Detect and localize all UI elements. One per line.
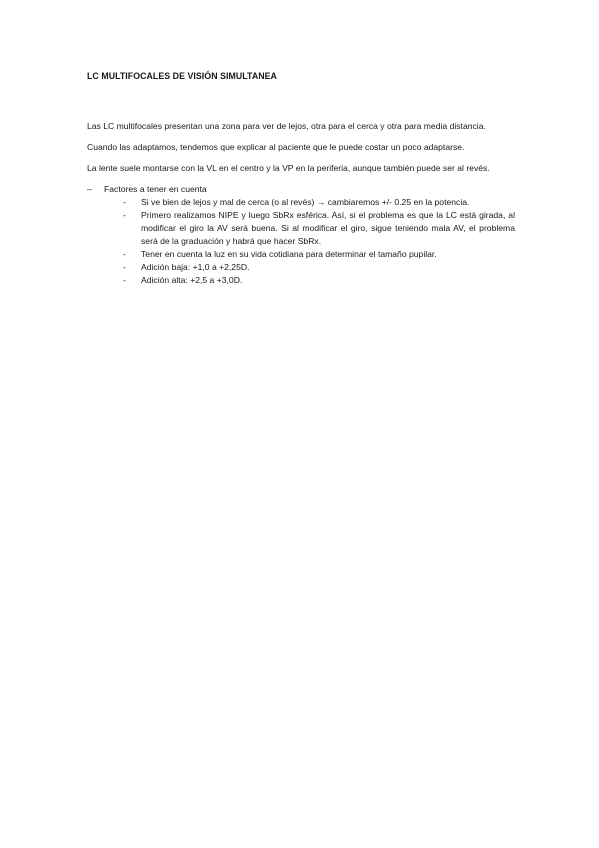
list-item-factors — [87, 183, 515, 287]
list-item-text: Si ve bien de lejos y mal de cerca (o al revés) → cambiaremos +/- 0.25 en la potencia. — [141, 197, 470, 207]
hyphen-bullet: - — [123, 197, 126, 207]
factors-sublist — [104, 196, 515, 287]
list-item-text: Tener en cuenta la luz en su vida cotidiana para determinar el tamaño pupilar. — [141, 249, 437, 259]
paragraph-intro: Las LC multifocales presentan una zona para ver de lejos, otra para el cerca y otra para media distancia. — [87, 121, 486, 131]
list-item-text: Adición alta: +2,5 a +3,0D. — [141, 275, 243, 285]
list-item-text: Adición baja: +1,0 a +2,25D. — [141, 262, 250, 272]
list-item — [104, 274, 515, 287]
factors-heading: Factores a tener en cuenta — [104, 184, 207, 194]
list-item — [104, 248, 515, 261]
document-content — [87, 70, 515, 287]
paragraph-adaptation: Cuando las adaptamos, tendemos que explicar al paciente que le puede costar un poco adaptarse. — [87, 142, 465, 152]
hyphen-bullet: - — [123, 210, 126, 220]
list-item — [104, 261, 515, 274]
hyphen-bullet: - — [123, 262, 126, 272]
document-title: LC MULTIFOCALES DE VISIÓN SIMULTANEA — [87, 71, 277, 81]
list-item-text: Primero realizamos NIPE y luego SbRx esférica. Así, si el problema es que la LC está girada, al modificar el giro la AV será buena. Si al modificar el giro, sigue teniendo mala AV, el problema será de la graduación y habrá que hacer SbRx. — [141, 210, 515, 246]
hyphen-bullet: - — [123, 275, 126, 285]
hyphen-bullet: - — [123, 249, 126, 259]
list-item — [104, 209, 515, 248]
dash-bullet: – — [87, 184, 92, 194]
paragraph-lens-design: La lente suele montarse con la VL en el centro y la VP en la periferia, aunque también puede ser al revés. — [87, 163, 490, 173]
list-item — [104, 196, 515, 209]
factors-list — [87, 183, 515, 287]
